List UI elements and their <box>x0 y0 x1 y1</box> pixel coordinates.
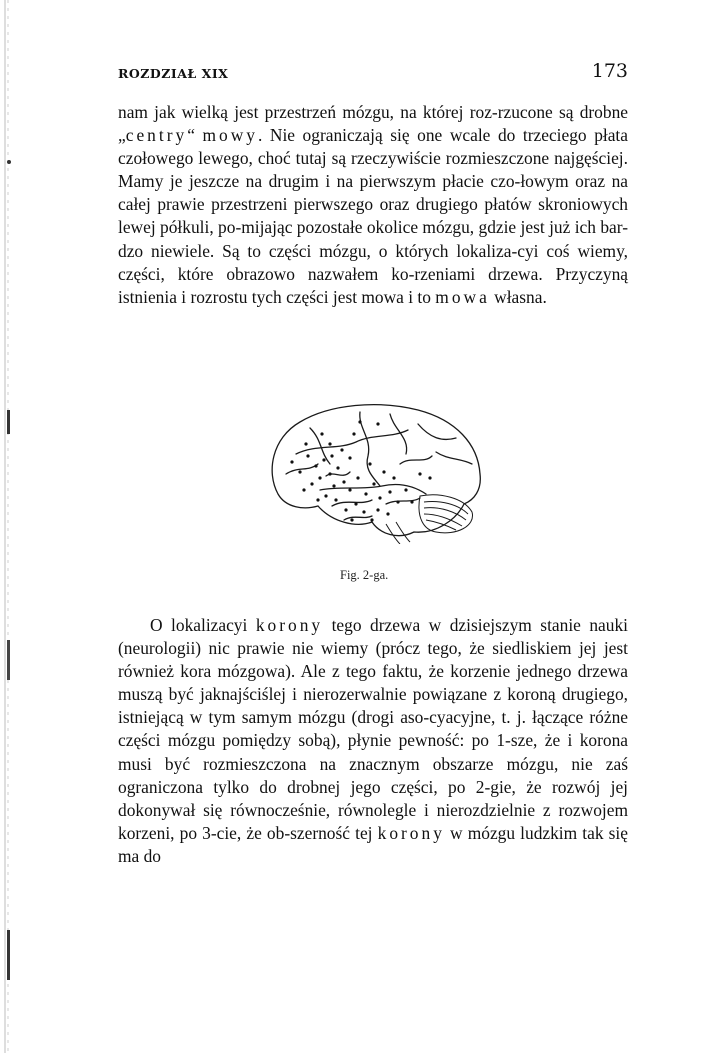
p2-spaced-korony: korony <box>255 615 324 635</box>
page-binding-edge <box>0 0 14 1053</box>
p2-spaced-korony-2: korony <box>377 822 445 843</box>
paragraph-1 <box>118 101 628 309</box>
figure-caption: Fig. 2-ga. <box>340 568 389 582</box>
paragraph-2 <box>118 614 628 868</box>
chapter-title: ROZDZIAŁ XIX <box>118 66 229 81</box>
p1-text-a: nam jak wielką jest przestrzeń mózgu, na której roz-rzucone są drobne „ <box>118 102 628 146</box>
p1-spaced-mowy: mowy <box>202 125 258 146</box>
p2-text-a: O lokalizacyi <box>150 615 256 635</box>
page-number: 173 <box>591 60 628 82</box>
brain-illustration <box>260 394 490 544</box>
p1-spaced-centry: centry <box>125 125 188 146</box>
p1-text-c: . Nie ograniczają się one wcale do trzeciego płata czołowego lewego, choć tutaj są rzeczywiście rozmieszczone najgęściej. Mamy je jeszcze na drugim i na pierwszym płacie czo-łowym oraz na całej prawie przestrzeni pierwszego oraz drugiego płatów skroniowych lewej półkuli, po-mijając pozostałe okolice mózgu, gdzie jest już ich bar-dzo niewiele. Są to części mózgu, o których lokaliza-cyi coś wiemy, części, które obrazowo nazwałem ko-rzeniami drzewa. Przyczyną istnienia i rozrostu tych części jest mowa i to <box>118 125 628 307</box>
p2-text-b: tego drzewa w dzisiejszym stanie nauki (neurologii) nic prawie nie wiemy (prócz tego, że siedliskiem jej jest również kora mózgowa). Ale z tego faktu, że korzenie jednego drzewa muszą być jaknajściślej i nierozerwalnie powiązane z koroną drugiego, istniejącą w tym samym mózgu (drogi aso-cyacyjne, t. j. łączące różne części mózgu pomiędzy sobą), płynie pewność: po 1-sze, że i korona musi być rozmieszczona na znacznym obszarze mózgu, nie zaś ograniczona tylko do drobnej jego części, po 2-gie, że rozwój jej dokonywał się równocześnie, równolegle i nierozdzielnie z rozwojem korzeni, po 3-cie, że ob-szerność tej <box>118 615 628 843</box>
p1-text-b: “ <box>187 125 203 146</box>
p1-text-d: własna. <box>489 286 547 307</box>
running-head <box>118 60 628 86</box>
p1-spaced-mowa: mowa <box>435 286 490 307</box>
p2-text-c: w mózgu ludzkim tak się ma do <box>118 822 628 866</box>
